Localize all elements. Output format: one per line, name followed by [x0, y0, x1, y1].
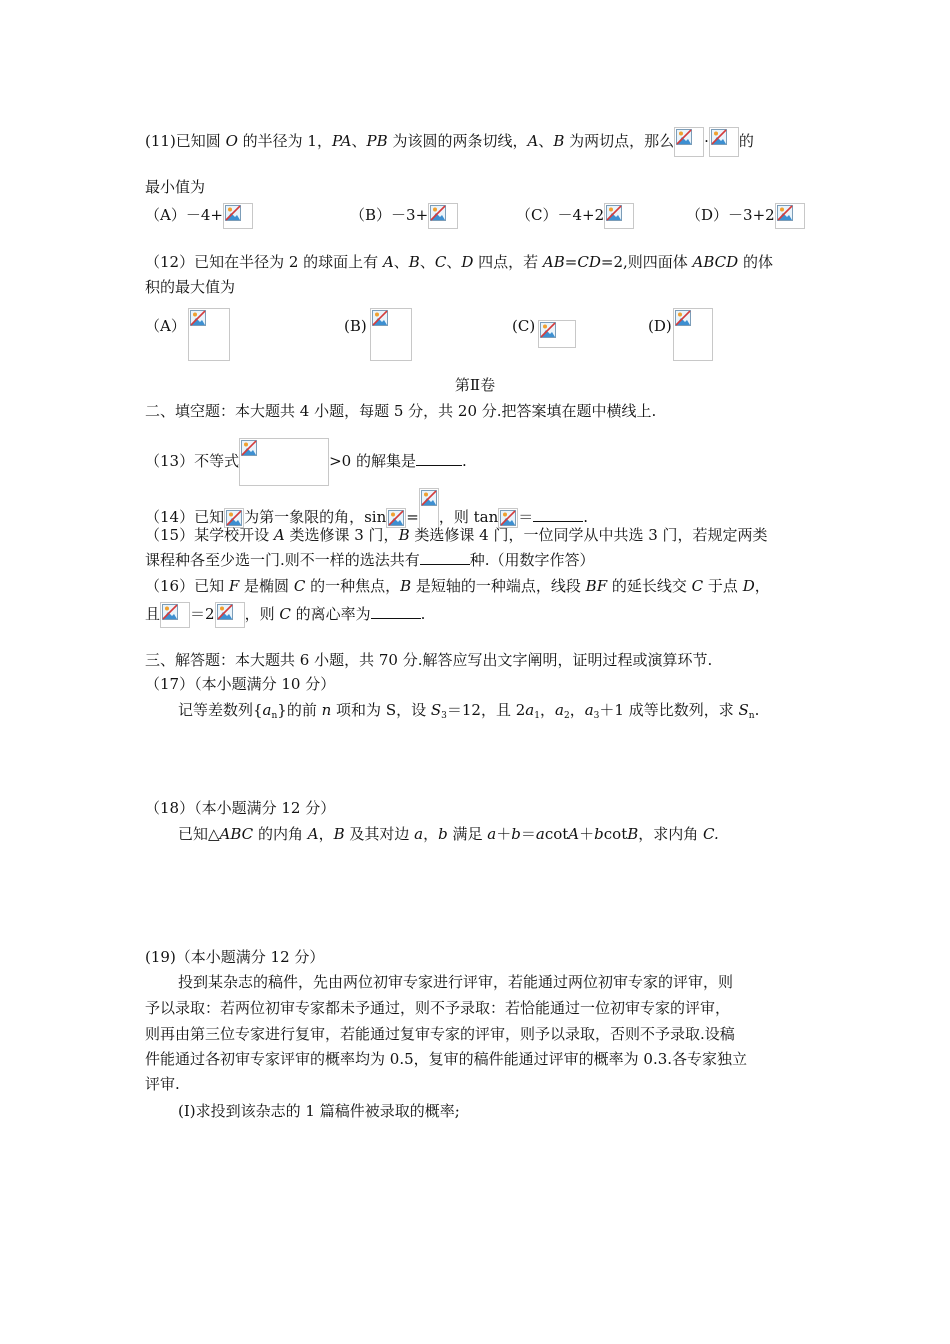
vector-bf-image — [160, 602, 190, 628]
q17-body: 记等差数列$\{a_n\}$的前 n 项和为 S，设 $S_3=12$，且 $2a_1$，$a_2$，$a_3+1$ 成等比数列，求 $S_n$. — [178, 701, 760, 721]
q12-option-b-image — [370, 308, 412, 361]
broken-image-icon — [676, 129, 692, 145]
q12-option-a-image — [188, 308, 230, 361]
q12-line2: 积的最大值为 — [145, 278, 236, 296]
q19-heading: (19)（本小题满分 12 分） — [145, 948, 325, 966]
q11-option-d: （D）－3+2 — [686, 203, 805, 229]
broken-image-icon — [711, 129, 727, 145]
broken-image-icon — [226, 510, 242, 526]
broken-image-icon — [500, 510, 516, 526]
broken-image-icon — [430, 205, 446, 221]
q12-line1: （12）已知在半径为 2 的球面上有 A、B、C、D 四点，若 AB=CD=2,则四面体 ABCD 的体 — [145, 253, 773, 271]
q12-option-d: (D) — [648, 317, 672, 335]
option-d-image — [775, 203, 805, 229]
q12-option-b: (B) — [344, 317, 367, 335]
q16-line1: （16）已知 F 是椭圆 C 的一种焦点，B 是短轴的一种端点，线段 BF 的延长线交 C 于点 D， — [145, 577, 770, 595]
q14-answer-blank — [533, 507, 583, 522]
q18-heading: （18）（本小题满分 12 分） — [145, 799, 336, 817]
option-b-image — [428, 203, 458, 229]
option-c-image — [604, 203, 634, 229]
q19-paragraph-line: 则再由第三位专家进行复审，若能通过复审专家的评审，则予以录取，否则不予录取.设稿 — [145, 1025, 735, 1043]
q12-option-d-image — [673, 308, 713, 361]
broken-image-icon — [190, 310, 206, 326]
q15-line1: （15）某学校开设 A 类选修课 3 门，B 类选修课 4 门，一位同学从中共选 3 门，若规定两类 — [145, 526, 768, 544]
broken-image-icon — [372, 310, 388, 326]
q12-option-c-image — [538, 320, 576, 348]
broken-image-icon — [162, 604, 178, 620]
q17-heading: （17）（本小题满分 10 分） — [145, 675, 336, 693]
q11-option-c: （C）－4+2 — [516, 203, 634, 229]
section3-heading: 三、解答题：本大题共 6 小题，共 70 分.解答应写出文字阐明，证明过程或演算环节. — [145, 651, 713, 669]
broken-image-icon — [217, 604, 233, 620]
q15-answer-blank — [420, 550, 470, 565]
q12-option-c: (C) — [512, 317, 536, 335]
q12-option-a: （A） — [145, 317, 186, 335]
q11-line1: (11)已知圆 O 的半径为 1，PA、PB 为该圆的两条切线，A、B 为两切点，那么 · 的 — [145, 127, 754, 157]
broken-image-icon — [225, 205, 241, 221]
broken-image-icon — [540, 322, 556, 338]
q16-answer-blank — [371, 604, 421, 619]
broken-image-icon — [421, 490, 437, 506]
q19-paragraph-line: 予以录取：若两位初审专家都未予通过，则不予录取：若恰能通过一位初审专家的评审， — [145, 999, 731, 1017]
vector-pa-image — [674, 127, 704, 157]
q11-option-a: （A）－4+ — [145, 203, 253, 229]
q19-paragraph-line: 评审. — [145, 1075, 180, 1093]
q13-fraction-image — [239, 438, 329, 486]
q11-option-b: （B）－3+ — [350, 203, 458, 229]
q15-line2: 课程种各至少选一门.则不一样的选法共有 种.（用数字作答） — [145, 551, 595, 569]
broken-image-icon — [388, 510, 404, 526]
q19-paragraph-line: 件能通过各初审专家评审的概率均为 0.5，复审的稿件能通过评审的概率为 0.3.各专家独立 — [145, 1050, 748, 1068]
q11-line2: 最小值为 — [145, 178, 206, 196]
section2-heading: 二、填空题：本大题共 4 小题，每题 5 分，共 20 分.把答案填在题中横线上. — [145, 402, 657, 420]
broken-image-icon — [675, 310, 691, 326]
q18-body: 已知△ABC 的内角 A，B 及其对边 a，b 满足 a＋b＝acotA＋bcotB，求内角 C. — [178, 825, 719, 843]
broken-image-icon — [241, 440, 257, 456]
q19-part1: (Ⅰ)求投到该杂志的 1 篇稿件被录取的概率; — [178, 1102, 460, 1120]
option-a-image — [223, 203, 253, 229]
broken-image-icon — [777, 205, 793, 221]
q19-paragraph-line: 投到某杂志的稿件，先由两位初审专家进行评审，若能通过两位初审专家的评审，则 — [178, 973, 734, 991]
q13-line: （13）不等式 >0 的解集是 . — [145, 438, 467, 486]
vector-fd-image — [215, 602, 245, 628]
q14-line: （14）已知 为第一象限的角，sin = ，则 tan ＝ . — [145, 488, 588, 536]
q16-line2: 且 ＝2 ，则 C 的离心率为 . — [145, 602, 425, 628]
vector-pb-image — [709, 127, 739, 157]
part2-title: 第Ⅱ卷 — [454, 376, 496, 394]
q13-answer-blank — [416, 451, 462, 466]
broken-image-icon — [606, 205, 622, 221]
